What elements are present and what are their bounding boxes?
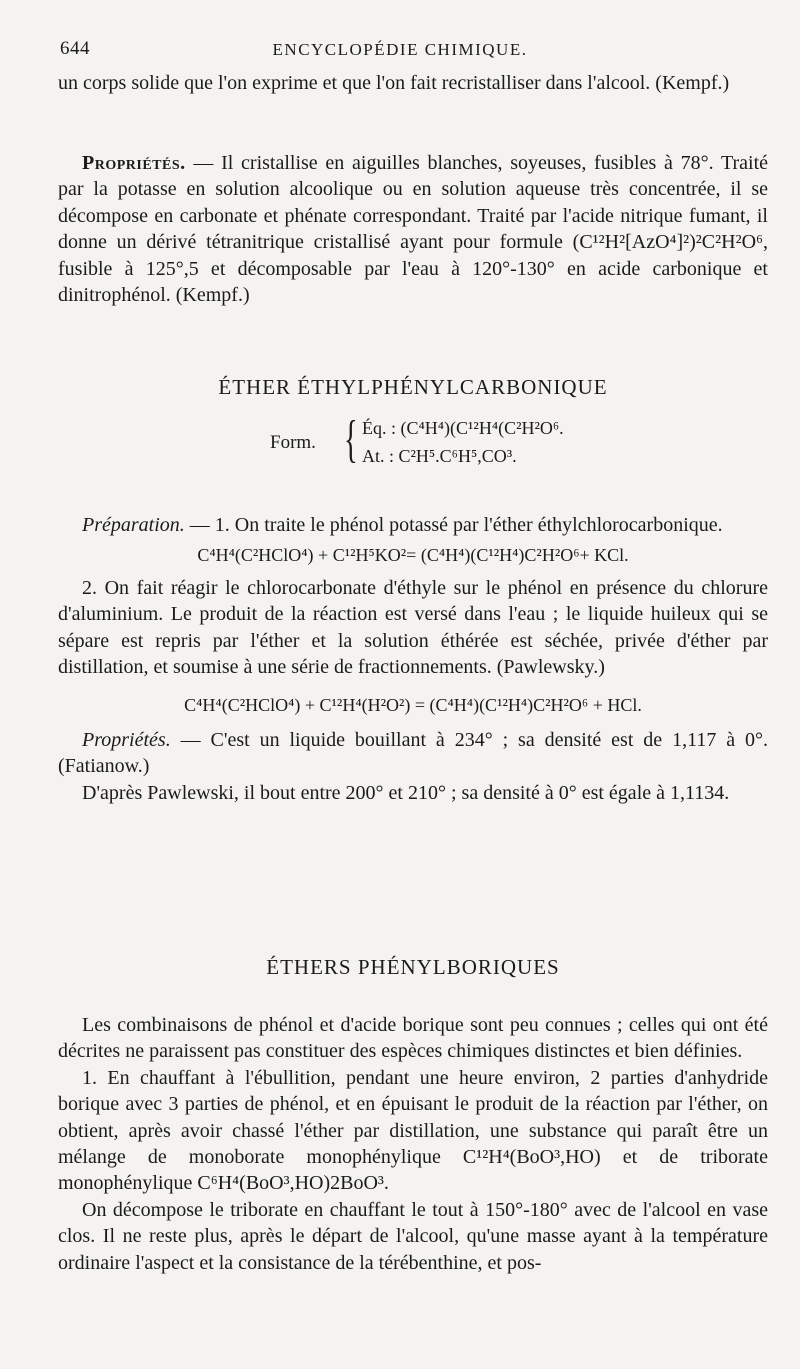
reaction-formula-2: C⁴H⁴(C²HClO⁴) + C¹²H⁴(H²O²) = (C⁴H⁴)(C¹²H⁴)C²H²O⁶ + HCl. (184, 695, 642, 716)
properties-label: Propriétés. (82, 152, 186, 174)
block-preparation (58, 512, 768, 806)
block-intro (58, 70, 768, 96)
page-header (58, 38, 742, 66)
phenylboriques-intro: Les combinaisons de phénol et d'acide borique sont peu connues ; celles qui ont été décrites ne paraissent pas constituer des espèces chimiques distinctes et bien définies. (58, 1014, 768, 1063)
liquid-properties-label: Propriétés. (82, 728, 171, 751)
eq-line: Éq. : (C⁴H⁴)(C¹²H⁴(C²H²O⁶. (362, 418, 564, 438)
formula-block (270, 410, 670, 480)
section-title-phenylboriques: ÉTHERS PHÉNYLBORIQUES (266, 955, 560, 979)
preparation-paragraph (58, 512, 768, 538)
preparation-step-2: 2. On fait réagir le chlorocarbonate d'éthyle sur le phénol en présence du chlorure d'aluminium. Le produit de la réaction est versé dans l'eau ; le liquide huileux qui se sépare est repris par l'éther et la solution éthérée est séchée, privée d'éther par distillation, et soumise à une série de fractionnements. (Pawlewsky.) (58, 576, 768, 679)
intro-paragraph: un corps solide que l'on exprime et que l'on fait recristalliser dans l'alcool. (Kempf.) (58, 72, 730, 94)
phenylboriques-decomposition: On décompose le triborate en chauffant le tout à 150°-180° avec de l'alcool en vase clos. Il ne reste plus, après le départ de l'alcool, qu'une masse ayant à la température ordinaire l'aspect et la consistance de la térébenthine, et pos- (58, 1198, 768, 1274)
pawlewski-paragraph: D'après Pawlewski, il bout entre 200° et 210° ; sa densité à 0° est égale à 1,1134. (82, 781, 730, 804)
liquid-properties-text: — C'est un liquide bouillant à 234° ; sa densité est de 1,117 à 0°. (Fatianow.) (58, 728, 768, 778)
brace-icon: { (344, 411, 358, 468)
properties-text: — Il cristallise en aiguilles blanches, soyeuses, fusibles à 78°. Traité par la potasse en solution alcoolique ou en solution aqueuse très concentrée, il se décompose en carbonate et phénate correspondant. Traité par l'acide nitrique fumant, il donne un dérivé tétranitrique cristallisé ayant pour formule (C¹²H²[AzO⁴]²)²C²H²O⁶, fusible à 125°,5 et décomposable par l'eau à 120°-130° en acide carbonique et dinitrophénol. (Kempf.) (58, 152, 768, 307)
preparation-text: — 1. On traite le phénol potassé par l'éther éthylchlorocarbonique. (184, 514, 723, 536)
page-number: 644 (60, 38, 90, 59)
block-properties (58, 150, 768, 308)
block-phenylboriques (58, 1012, 768, 1276)
preparation-label: Préparation. (82, 514, 185, 536)
properties-paragraph (58, 150, 768, 308)
form-label: Form. (270, 432, 316, 453)
section-title-ethylphenylcarbonique: ÉTHER ÉTHYLPHÉNYLCARBONIQUE (218, 375, 608, 399)
running-title: ENCYCLOPÉDIE CHIMIQUE. (272, 40, 528, 59)
phenylboriques-method-1: 1. En chauffant à l'ébullition, pendant une heure environ, 2 parties d'anhydride borique avec 3 parties de phénol, et en épuisant le produit de la réaction par l'éther, on obtient, après avoir chassé l'éther par distillation, une substance qui paraît être un mélange de monoborate monophénylique C¹²H⁴(BoO³,HO) et de triborate monophénylique C⁶H⁴(BoO³,HO)2BoO³. (58, 1066, 768, 1195)
at-line: At. : C²H⁵.C⁶H⁵,CO³. (362, 446, 517, 466)
reaction-formula-1: C⁴H⁴(C²HClO⁴) + C¹²H⁵KO²= (C⁴H⁴)(C¹²H⁴)C²H²O⁶+ KCl. (197, 545, 629, 566)
liquid-properties-paragraph (58, 727, 768, 780)
